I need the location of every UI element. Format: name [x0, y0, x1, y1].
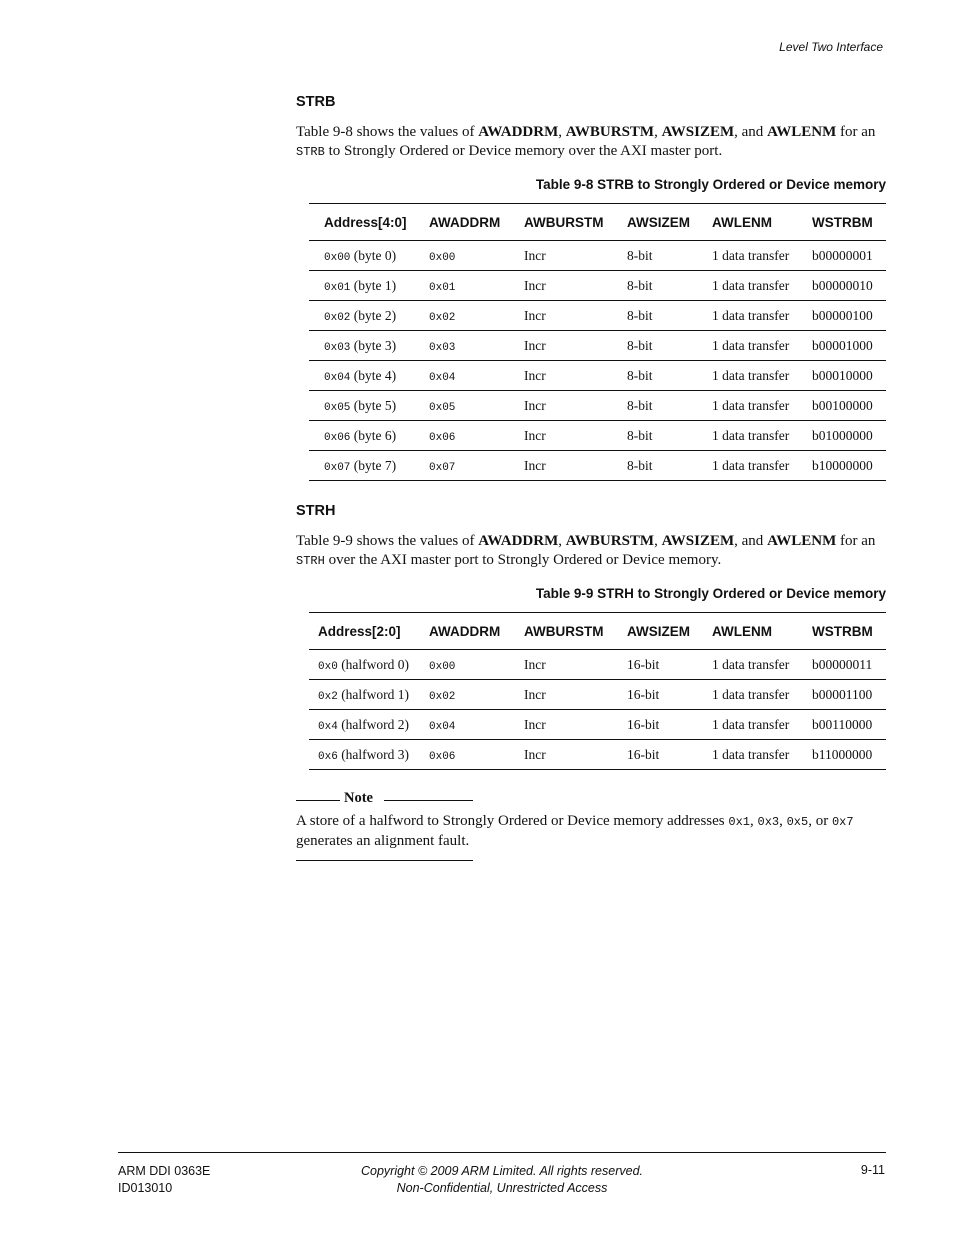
section-heading-strh: STRH	[296, 503, 336, 519]
awaddrm-cell: 0x00	[414, 241, 509, 271]
strb-intro-paragraph: Table 9-8 shows the values of AWADDRM, AWBURSTM, AWSIZEM, and AWLENM for an STRB to Strongly Ordered or Device memory over the AXI master port.	[296, 124, 876, 159]
awburstm-cell: Incr	[509, 271, 612, 301]
awsizem-cell: 16-bit	[612, 650, 697, 680]
awburstm-cell: Incr	[509, 301, 612, 331]
column-header: AWBURSTM	[509, 204, 612, 241]
table-row	[309, 740, 886, 770]
awburstm-cell: Incr	[509, 361, 612, 391]
note-text: A store of a halfword to Strongly Ordered or Device memory addresses 0x1, 0x3, 0x5, or 0x7 generates an alignment fault.	[296, 813, 854, 849]
wstrbm-cell: b00010000	[797, 361, 886, 391]
wstrbm-cell: b01000000	[797, 421, 886, 451]
awaddrm-cell: 0x06	[414, 740, 509, 770]
awaddrm-cell: 0x07	[414, 451, 509, 481]
wstrbm-cell: b00110000	[797, 710, 886, 740]
table-header-row	[309, 613, 886, 650]
awburstm-cell: Incr	[509, 451, 612, 481]
wstrbm-cell: b11000000	[797, 740, 886, 770]
awlenm-cell: 1 data transfer	[697, 241, 797, 271]
awaddrm-cell: 0x02	[414, 680, 509, 710]
address-cell: 0x05 (byte 5)	[309, 391, 414, 421]
awlenm-cell: 1 data transfer	[697, 361, 797, 391]
column-header: AWLENM	[697, 204, 797, 241]
column-header: AWBURSTM	[509, 613, 612, 650]
note-rule-bottom	[296, 860, 473, 861]
awburstm-cell: Incr	[509, 650, 612, 680]
strh-intro-paragraph: Table 9-9 shows the values of AWADDRM, AWBURSTM, AWSIZEM, and AWLENM for an STRH over the AXI master port to Strongly Ordered or Device memory.	[296, 533, 876, 568]
wstrbm-cell: b10000000	[797, 451, 886, 481]
wstrbm-cell: b00001100	[797, 680, 886, 710]
table-row	[309, 421, 886, 451]
table-row	[309, 680, 886, 710]
table-row	[309, 650, 886, 680]
awlenm-cell: 1 data transfer	[697, 421, 797, 451]
table-caption-strb: Table 9-8 STRB to Strongly Ordered or Device memory	[535, 177, 886, 192]
column-header: Address[2:0]	[309, 613, 414, 650]
note-label: Note	[344, 790, 373, 806]
awsizem-cell: 8-bit	[612, 361, 697, 391]
table-row	[309, 710, 886, 740]
column-header: WSTRBM	[797, 613, 886, 650]
table-row	[309, 391, 886, 421]
awlenm-cell: 1 data transfer	[697, 710, 797, 740]
copyright-notice: Copyright © 2009 ARM Limited. All rights reserved.	[360, 1164, 643, 1178]
awburstm-cell: Incr	[509, 740, 612, 770]
awsizem-cell: 8-bit	[612, 271, 697, 301]
table-row	[309, 331, 886, 361]
awsizem-cell: 8-bit	[612, 451, 697, 481]
awaddrm-cell: 0x02	[414, 301, 509, 331]
awaddrm-cell: 0x04	[414, 710, 509, 740]
column-header: AWSIZEM	[612, 613, 697, 650]
address-cell: 0x07 (byte 7)	[309, 451, 414, 481]
note-rule-left	[296, 800, 340, 801]
column-header: AWADDRM	[414, 204, 509, 241]
section-heading-strb: STRB	[296, 94, 336, 110]
wstrbm-cell: b00100000	[797, 391, 886, 421]
address-cell: 0x04 (byte 4)	[309, 361, 414, 391]
awburstm-cell: Incr	[509, 391, 612, 421]
awaddrm-cell: 0x01	[414, 271, 509, 301]
awaddrm-cell: 0x06	[414, 421, 509, 451]
address-cell: 0x2 (halfword 1)	[309, 680, 414, 710]
note-rule-right	[384, 800, 473, 801]
table-header-row	[309, 204, 886, 241]
address-cell: 0x6 (halfword 3)	[309, 740, 414, 770]
address-cell: 0x00 (byte 0)	[309, 241, 414, 271]
address-cell: 0x03 (byte 3)	[309, 331, 414, 361]
awaddrm-cell: 0x04	[414, 361, 509, 391]
address-cell: 0x0 (halfword 0)	[309, 650, 414, 680]
awlenm-cell: 1 data transfer	[697, 271, 797, 301]
footer-center	[300, 1163, 704, 1197]
awlenm-cell: 1 data transfer	[697, 451, 797, 481]
column-header: AWLENM	[697, 613, 797, 650]
address-cell: 0x06 (byte 6)	[309, 421, 414, 451]
issue-id: ID013010	[118, 1181, 173, 1195]
table-row	[309, 451, 886, 481]
wstrbm-cell: b00000100	[797, 301, 886, 331]
document-id: ARM DDI 0363E	[118, 1164, 211, 1178]
address-cell: 0x02 (byte 2)	[309, 301, 414, 331]
awaddrm-cell: 0x05	[414, 391, 509, 421]
column-header: Address[4:0]	[309, 204, 414, 241]
wstrbm-cell: b00000011	[797, 650, 886, 680]
wstrbm-cell: b00000001	[797, 241, 886, 271]
awburstm-cell: Incr	[509, 421, 612, 451]
running-header: Level Two Interface	[779, 40, 883, 54]
awsizem-cell: 16-bit	[612, 710, 697, 740]
wstrbm-cell: b00000010	[797, 271, 886, 301]
awsizem-cell: 8-bit	[612, 391, 697, 421]
awaddrm-cell: 0x00	[414, 650, 509, 680]
page-number: 9-11	[860, 1163, 885, 1177]
awsizem-cell: 8-bit	[612, 421, 697, 451]
awburstm-cell: Incr	[509, 710, 612, 740]
table-caption-strh: Table 9-9 STRH to Strongly Ordered or Device memory	[535, 586, 886, 601]
awsizem-cell: 16-bit	[612, 740, 697, 770]
awburstm-cell: Incr	[509, 680, 612, 710]
strh-table	[309, 612, 886, 770]
awaddrm-cell: 0x03	[414, 331, 509, 361]
awlenm-cell: 1 data transfer	[697, 331, 797, 361]
awburstm-cell: Incr	[509, 241, 612, 271]
column-header: AWSIZEM	[612, 204, 697, 241]
strb-table	[309, 203, 886, 481]
access-notice: Non-Confidential, Unrestricted Access	[396, 1181, 608, 1195]
note-header	[296, 790, 473, 806]
awlenm-cell: 1 data transfer	[697, 740, 797, 770]
awlenm-cell: 1 data transfer	[697, 301, 797, 331]
awlenm-cell: 1 data transfer	[697, 391, 797, 421]
column-header: AWADDRM	[414, 613, 509, 650]
table-row	[309, 361, 886, 391]
table-row	[309, 301, 886, 331]
awsizem-cell: 8-bit	[612, 301, 697, 331]
awlenm-cell: 1 data transfer	[697, 650, 797, 680]
awsizem-cell: 8-bit	[612, 241, 697, 271]
awsizem-cell: 8-bit	[612, 331, 697, 361]
awsizem-cell: 16-bit	[612, 680, 697, 710]
awlenm-cell: 1 data transfer	[697, 680, 797, 710]
table-row	[309, 271, 886, 301]
table-row	[309, 241, 886, 271]
footer-divider	[118, 1152, 886, 1153]
address-cell: 0x4 (halfword 2)	[309, 710, 414, 740]
wstrbm-cell: b00001000	[797, 331, 886, 361]
footer-left	[118, 1163, 210, 1197]
address-cell: 0x01 (byte 1)	[309, 271, 414, 301]
awburstm-cell: Incr	[509, 331, 612, 361]
column-header: WSTRBM	[797, 204, 886, 241]
